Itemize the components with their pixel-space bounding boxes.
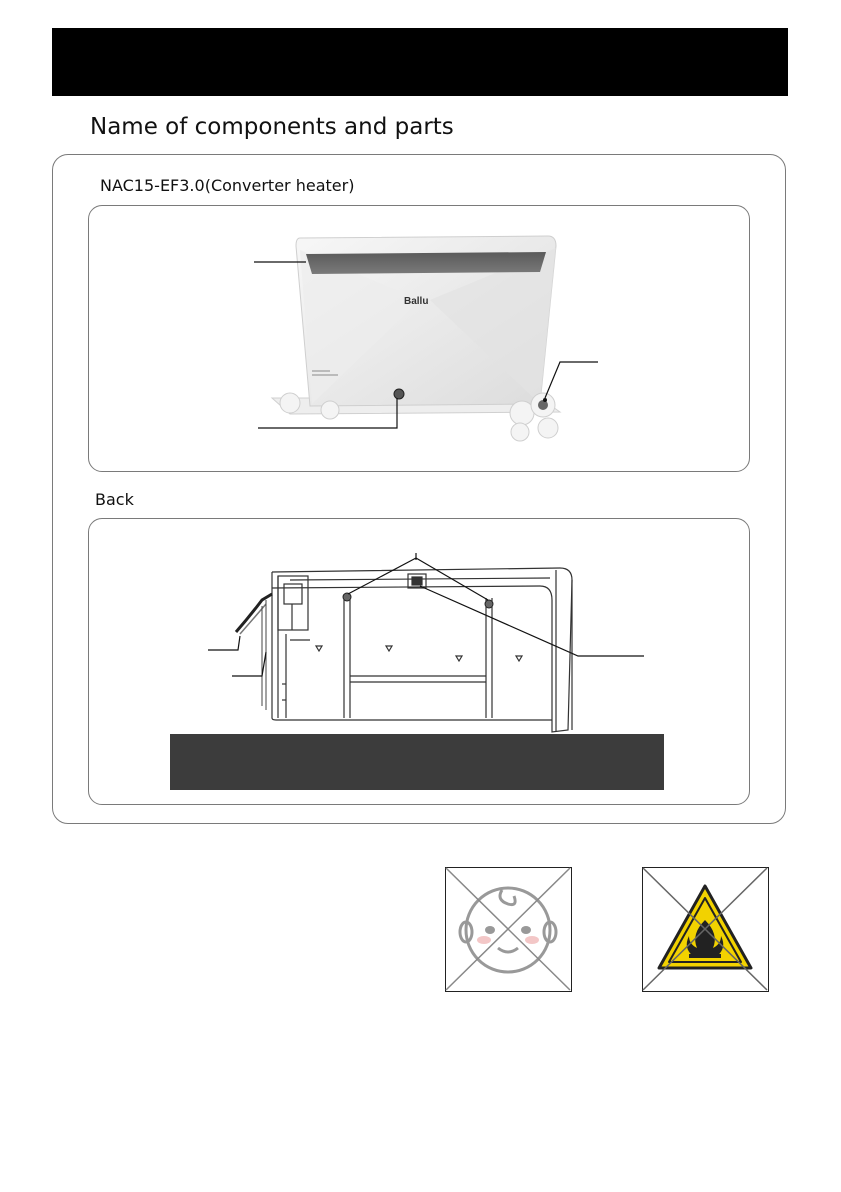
model-label: NAC15-EF3.0(Converter heater) bbox=[100, 176, 355, 195]
section-title: Name of components and parts bbox=[90, 114, 454, 140]
back-view-label: Back bbox=[95, 490, 134, 509]
no-flammable-icon bbox=[642, 867, 769, 992]
no-children-icon bbox=[445, 867, 572, 992]
back-note-bar bbox=[170, 734, 664, 790]
brand-logo: Ballu bbox=[404, 296, 429, 307]
